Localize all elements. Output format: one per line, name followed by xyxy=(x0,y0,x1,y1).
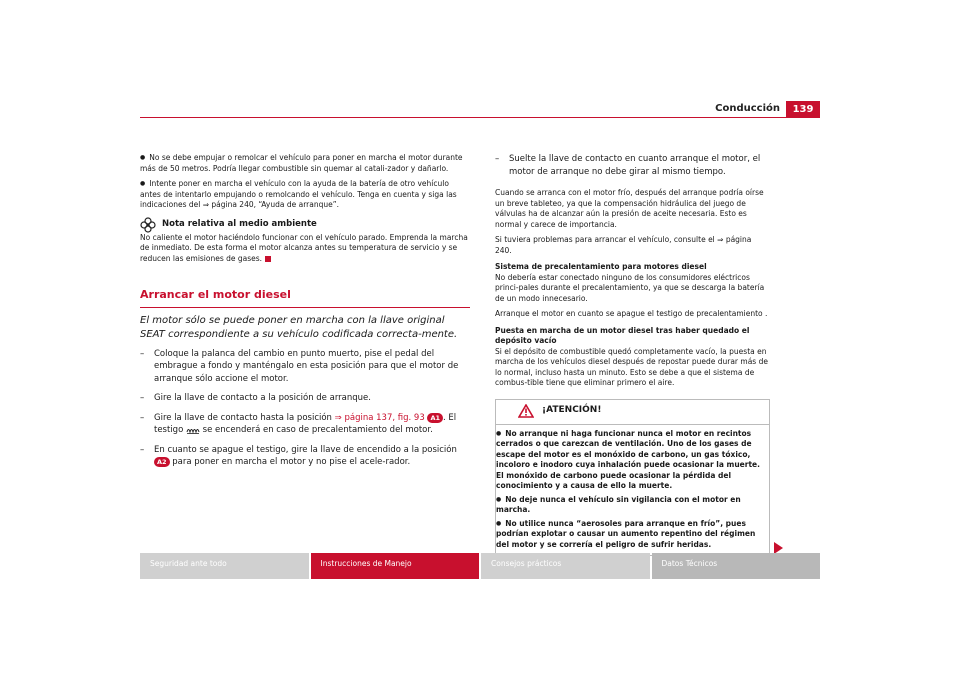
step-text: Gire la llave de contacto a la posición de arranque. xyxy=(154,393,371,403)
step-dash: – xyxy=(495,154,500,164)
step-item xyxy=(140,348,470,386)
environment-note-heading xyxy=(140,217,470,233)
paragraph: Cuando se arranca con el motor frío, después del arranque podría oírse un breve tableteo, ya que la compensación hidráulica del juego de válvulas ha de alcanzar aún la presión de aceite necesaria. Esto es normal y carece de importancia. xyxy=(495,188,764,229)
warning-box xyxy=(495,399,770,557)
warning-heading xyxy=(496,400,769,425)
warning-item: ● No arranque ni haga funcionar nunca el motor en recintos cerrados o que carezcan de ventilación. Uno de los gases de escape del motor es el monóxido de carbono, un gas tóxico, incoloro e inodoro cuya inhalación puede ocasionar la muerte. El monóxido de carbono puede ocasionar la pérdida del conocimiento y a causa de ello la muerte. xyxy=(496,429,769,492)
right-column xyxy=(495,153,770,556)
bullet-text: ● No se debe empujar o remolcar el vehículo para poner en marcha el motor durante más de 50 metros. Podría llegar combustible sin quemar al catali-zador y dañarlo. xyxy=(140,153,470,174)
section-title: Arrancar el motor diesel xyxy=(140,290,470,308)
warning-title: ¡ATENCIÓN! xyxy=(542,405,602,416)
section-intro: El motor sólo se puede poner en marcha con la llave original SEAT correspondiente a su vehículo codificada correcta-mente. xyxy=(140,314,458,340)
environment-note-title: Nota relativa al medio ambiente xyxy=(162,219,317,230)
step-item xyxy=(140,412,470,437)
step-dash: – xyxy=(140,393,145,403)
step-dash: – xyxy=(140,348,145,359)
step-item xyxy=(140,444,470,469)
step-text: En cuanto se apague el testigo, gire la llave de encendido a la posición xyxy=(154,444,457,455)
position-badge-a1: A1 xyxy=(427,413,443,423)
bullet-text: ● Intente poner en marcha el vehículo con la ayuda de la batería de otro vehículo antes de intentarlo empujando o remolcando el vehículo. Tenga en cuenta y siga las indicaciones del ⇒ página 240, “Ayuda de arranque”. xyxy=(140,179,470,211)
end-marker-icon xyxy=(265,256,271,262)
paragraph: Si el depósito de combustible quedó completamente vacío, la puesta en marcha de los vehículos diesel después de repostar puede durar más de lo normal, incluso hasta un minuto. Esto se debe a que el sistema de combus-tible tiene que eliminar primero el aire. xyxy=(495,346,768,387)
page-reference-link[interactable]: ⇒ página 137, fig. 93 xyxy=(334,412,425,423)
warning-item: ● No utilice nunca “aerosoles para arranque en frío”, pues podrían explotar o causar un aumento repentino del régimen del motor y se correría el peligro de sufrir heridas. xyxy=(496,519,769,551)
step-dash: – xyxy=(140,444,145,455)
step-text: Gire la llave de contacto hasta la posición xyxy=(154,412,335,423)
step-dash: – xyxy=(140,412,145,423)
tab-datos[interactable]: Datos Técnicos xyxy=(652,553,821,579)
page-number: 139 xyxy=(786,101,820,118)
tab-consejos[interactable]: Consejos prácticos xyxy=(481,553,650,579)
step-item xyxy=(140,392,470,405)
environment-note-body: No caliente el motor haciéndolo funcionar con el vehículo parado. Emprenda la marcha de inmediato. De esta forma el motor alcanza antes su temperatura de servicio y se reducen las emisiones de gases. xyxy=(140,232,468,263)
step-text: Coloque la palanca del cambio en punto muerto, pise el pedal del embrague a fondo y manténgalo en esta posición para que el motor de arranque sólo accione el motor. xyxy=(154,348,459,384)
header-rule xyxy=(140,117,820,118)
footer-nav xyxy=(140,553,820,579)
glow-plug-icon xyxy=(186,426,200,434)
step-text: Suelte la llave de contacto en cuanto arranque el motor, el motor de arranque no debe girar al mismo tiempo. xyxy=(509,154,761,177)
environment-note-text xyxy=(140,233,470,265)
warning-item: ● No deje nunca el vehículo sin vigilancia con el motor en marcha. xyxy=(496,495,769,516)
step-text: se encenderá en caso de precalentamiento del motor. xyxy=(199,425,433,435)
paragraph: No debería estar conectado ninguno de los consumidores eléctricos princi-pales durante el precalentamiento, ya que se descarga la batería de un modo innecesario. xyxy=(495,272,765,303)
warning-triangle-icon xyxy=(518,404,534,418)
environment-flower-icon xyxy=(140,217,156,233)
paragraph: Si tuviera problemas para arrancar el vehículo, consulte el ⇒ página 240. xyxy=(495,235,752,255)
subheading: Puesta en marcha de un motor diesel tras haber quedado el depósito vacío xyxy=(495,325,750,345)
position-badge-a2: A2 xyxy=(154,457,170,467)
tab-instrucciones[interactable]: Instrucciones de Manejo xyxy=(311,553,480,579)
step-text: para poner en marcha el motor y no pise el acele-rador. xyxy=(169,457,411,467)
warning-body xyxy=(496,425,769,556)
left-column xyxy=(140,153,470,476)
tab-seguridad[interactable]: Seguridad ante todo xyxy=(140,553,309,579)
chapter-title: Conducción xyxy=(715,103,780,114)
step-item xyxy=(495,153,770,178)
subheading: Sistema de precalentamiento para motores diesel xyxy=(495,262,707,271)
step-text: . El testigo xyxy=(154,412,457,435)
paragraph: Arranque el motor en cuanto se apague el testigo de precalentamiento . xyxy=(495,309,768,318)
